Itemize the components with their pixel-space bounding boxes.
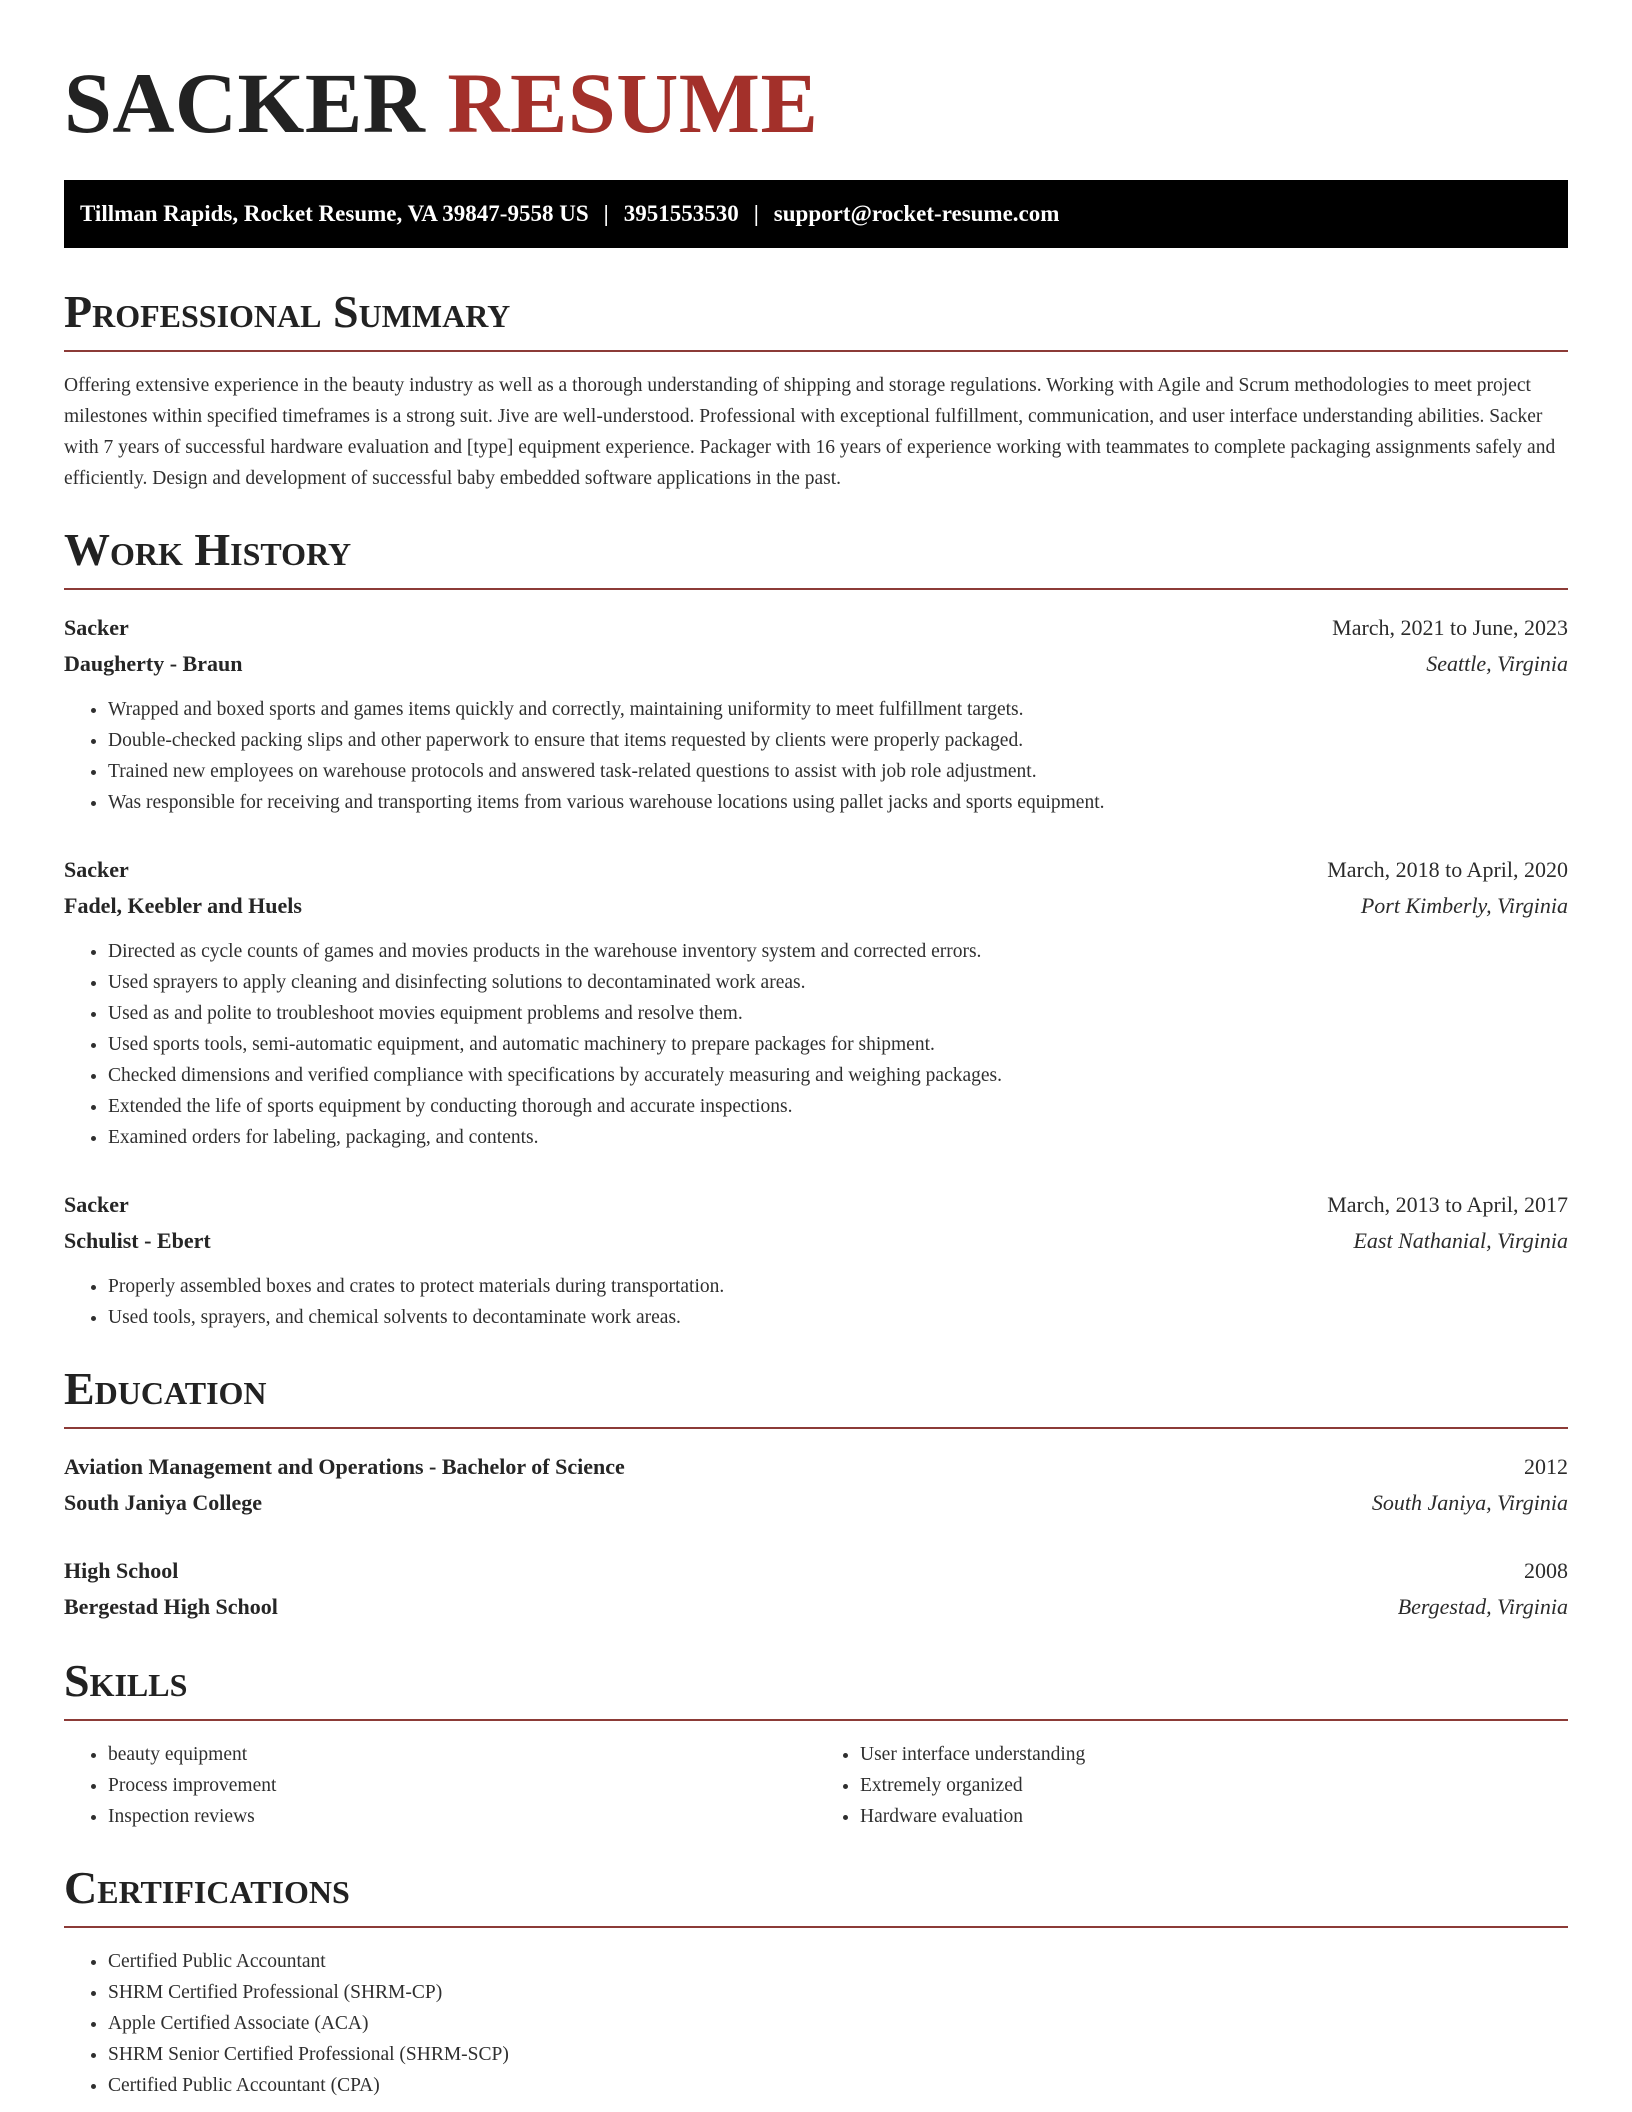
education-degree: High School xyxy=(64,1558,179,1583)
skills-heading: Skills xyxy=(64,1655,1568,1721)
skills-grid xyxy=(64,1739,1568,1832)
job-location: East Nathanial, Virginia xyxy=(1353,1228,1568,1253)
education-school-row xyxy=(64,1485,1568,1521)
job-bullet: • Used as and polite to troubleshoot movies equipment problems and resolve them. xyxy=(108,998,1568,1029)
summary-text: Offering extensive experience in the beauty industry as well as a thorough understanding of shipping and storage regulations. Working with Agile and Scrum methodologies to meet project milestones within specified timeframes is a strong suit. Jive are well-understood. Professional with exceptional fulfillment, communication, and user interface understanding abilities. Sacker with 7 years of successful hardware evaluation and [type] equipment experience. Packager with 16 years of experience working with teammates to complete packaging assignments safely and efficiently. Design and development of successful baby embedded software applications in the past. xyxy=(64,375,1556,489)
education-location: South Janiya, Virginia xyxy=(1371,1490,1568,1515)
job-bullet: • Directed as cycle counts of games and movies products in the warehouse inventory system and corrected errors. xyxy=(108,936,1568,967)
skill-item: • beauty equipment xyxy=(108,1739,816,1770)
job-title-row xyxy=(64,1187,1568,1223)
education-section xyxy=(64,1363,1568,1625)
job-company-row xyxy=(64,1223,1568,1259)
summary-section xyxy=(64,286,1568,494)
education-heading: Education xyxy=(64,1363,1568,1429)
certification-item: • Certified Public Accountant xyxy=(108,1946,1568,1977)
work-history-section xyxy=(64,524,1568,1333)
certifications-list xyxy=(64,1946,1568,2101)
contact-separator: | xyxy=(753,201,759,226)
education-entry xyxy=(64,1449,1568,1521)
certification-item: • Certified Public Accountant (CPA) xyxy=(108,2070,1568,2101)
job-company-row xyxy=(64,646,1568,682)
job-bullet: • Double-checked packing slips and other paperwork to ensure that items requested by clients were properly packaged. xyxy=(108,725,1568,756)
job-location: Port Kimberly, Virginia xyxy=(1360,893,1568,918)
contact-phone: 3951553530 xyxy=(623,201,739,226)
job-bullet: • Extended the life of sports equipment by conducting thorough and accurate inspections. xyxy=(108,1091,1568,1122)
certification-item: • Apple Certified Associate (ACA) xyxy=(108,2008,1568,2039)
job-title: Sacker xyxy=(64,615,129,640)
education-year: 2008 xyxy=(1524,1558,1568,1583)
education-degree-row xyxy=(64,1553,1568,1589)
certifications-heading: Certifications xyxy=(64,1862,1568,1928)
job-bullet: • Was responsible for receiving and transporting items from various warehouse locations using pallet jacks and sports equipment. xyxy=(108,787,1568,818)
skills-list-right xyxy=(816,1739,1568,1832)
education-degree-row xyxy=(64,1449,1568,1485)
job-entry xyxy=(64,852,1568,1153)
certification-item: • SHRM Certified Professional (SHRM-CP) xyxy=(108,1977,1568,2008)
education-location: Bergestad, Virginia xyxy=(1397,1594,1568,1619)
education-school: South Janiya College xyxy=(64,1490,263,1515)
summary-heading: Professional Summary xyxy=(64,286,1568,352)
job-bullets xyxy=(64,1271,1568,1333)
job-company: Daugherty - Braun xyxy=(64,651,243,676)
skills-section xyxy=(64,1655,1568,1832)
skills-list-left xyxy=(64,1739,816,1832)
skill-item: • Extremely organized xyxy=(860,1770,1568,1801)
contact-address: Tillman Rapids, Rocket Resume, VA 39847-9558 US xyxy=(80,201,589,226)
education-entry xyxy=(64,1553,1568,1625)
education-school-row xyxy=(64,1589,1568,1625)
job-dates: March, 2018 to April, 2020 xyxy=(1327,857,1568,882)
job-bullet: • Wrapped and boxed sports and games items quickly and correctly, maintaining uniformity to meet fulfillment targets. xyxy=(108,694,1568,725)
job-title-row xyxy=(64,852,1568,888)
job-title: Sacker xyxy=(64,1192,129,1217)
job-company: Schulist - Ebert xyxy=(64,1228,211,1253)
contact-bar xyxy=(64,180,1568,248)
job-bullet: • Used tools, sprayers, and chemical solvents to decontaminate work areas. xyxy=(108,1302,1568,1333)
job-bullet: • Trained new employees on warehouse protocols and answered task-related questions to assist with job role adjustment. xyxy=(108,756,1568,787)
job-company: Fadel, Keebler and Huels xyxy=(64,893,302,918)
certification-item: • SHRM Senior Certified Professional (SHRM-SCP) xyxy=(108,2039,1568,2070)
job-title: Sacker xyxy=(64,857,129,882)
job-bullets xyxy=(64,936,1568,1153)
skill-item: • User interface understanding xyxy=(860,1739,1568,1770)
job-bullet: • Used sprayers to apply cleaning and disinfecting solutions to decontaminated work areas. xyxy=(108,967,1568,998)
contact-separator: | xyxy=(603,201,609,226)
job-bullet: • Used sports tools, semi-automatic equipment, and automatic machinery to prepare packages for shipment. xyxy=(108,1029,1568,1060)
title-name: SACKER xyxy=(64,55,426,151)
job-bullet: • Examined orders for labeling, packaging, and contents. xyxy=(108,1122,1568,1153)
education-school: Bergestad High School xyxy=(64,1594,278,1619)
job-location: Seattle, Virginia xyxy=(1426,651,1568,676)
skill-item: • Inspection reviews xyxy=(108,1801,816,1832)
job-bullet: • Properly assembled boxes and crates to protect materials during transportation. xyxy=(108,1271,1568,1302)
resume-title xyxy=(64,56,1568,150)
job-title-row xyxy=(64,610,1568,646)
title-resume-word: RESUME xyxy=(447,55,819,151)
job-entry xyxy=(64,610,1568,818)
work-history-heading: Work History xyxy=(64,524,1568,590)
education-degree: Aviation Management and Operations - Bachelor of Science xyxy=(64,1454,625,1479)
job-dates: March, 2013 to April, 2017 xyxy=(1327,1192,1568,1217)
job-company-row xyxy=(64,888,1568,924)
job-bullet: • Checked dimensions and verified compliance with specifications by accurately measuring and weighing packages. xyxy=(108,1060,1568,1091)
education-year: 2012 xyxy=(1524,1454,1568,1479)
skill-item: • Hardware evaluation xyxy=(860,1801,1568,1832)
contact-email: support@rocket-resume.com xyxy=(773,201,1060,226)
job-entry xyxy=(64,1187,1568,1333)
job-bullets xyxy=(64,694,1568,818)
certifications-section xyxy=(64,1862,1568,2101)
skill-item: • Process improvement xyxy=(108,1770,816,1801)
job-dates: March, 2021 to June, 2023 xyxy=(1332,615,1568,640)
